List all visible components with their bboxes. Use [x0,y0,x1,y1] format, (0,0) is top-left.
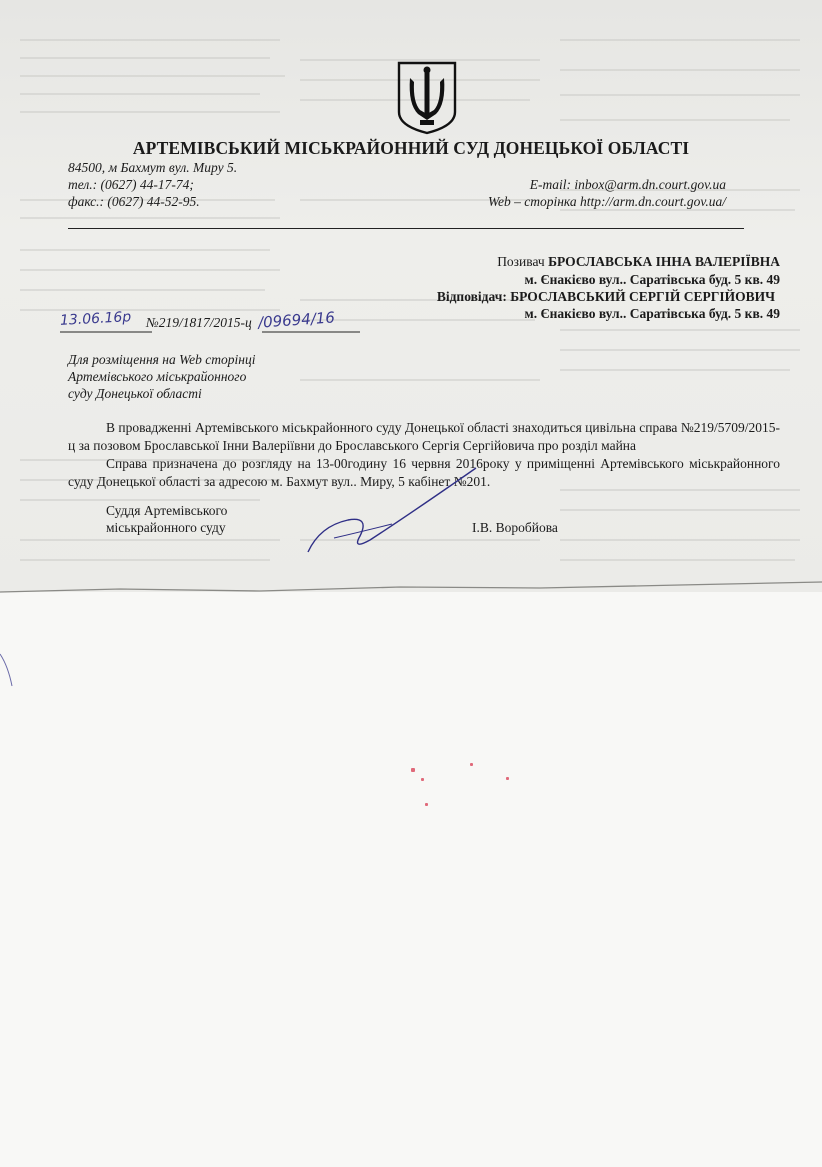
defendant-address: м. Єнакієво вул.. Саратівська буд. 5 кв. 49 [524,306,780,321]
header-divider [68,228,744,229]
court-title: АРТЕМІВСЬКИЙ МІСЬКРАЙОННИЙ СУД ДОНЕЦЬКОЇ ОБЛАСТІ [132,138,690,158]
placement-note-line2: Артемівського міськрайонного [68,369,247,384]
hearing-paragraph: Справа призначена до розгляду на 13-00годину 16 червня 2016року у приміщенні Артемівського міськрайонного суду Донецької області за адресою м. Бахмут вул.. Миру, 5 кабінет №201. [68,456,780,489]
case-number: №219/1817/2015-ц [146,315,252,330]
date-underline [60,329,160,335]
lower-blank-area [0,592,822,1167]
court-address: 84500, м Бахмут вул. Миру 5. [68,160,238,175]
case-paragraph: В провадженні Артемівського міськрайонного суду Донецької області знаходиться цивільна справа №219/5709/2015-ц за позовом Брославської Інни Валеріївни до Брославського Сергія Сергійовича про розділ майна [68,420,780,453]
defendant-line [380,289,775,305]
judge-title-line1: Суддя Артемівського [106,503,228,518]
paper-edge [0,570,822,610]
plaintiff-label: Позивач [497,254,545,269]
margin-mark [0,640,20,690]
court-fax: факс.: (0627) 44-52-95. [68,194,200,209]
court-website: Web – сторінка http://arm.dn.court.gov.ua/ [487,194,726,209]
coat-of-arms-icon [396,60,458,136]
placement-note-line1: Для розміщення на Web сторінці [68,352,256,367]
plaintiff-address: м. Єнакієво вул.. Саратівська буд. 5 кв. 49 [524,272,780,287]
plaintiff-name: БРОСЛАВСЬКА ІННА ВАЛЕРІЇВНА [548,254,780,269]
court-email: E-mail: inbox@arm.dn.court.gov.ua [529,177,726,192]
court-phone: тел.: (0627) 44-17-74; [68,177,194,192]
handwritten-signature [300,466,480,556]
defendant-label: Відповідач: [436,289,507,304]
judge-title-line2: міськрайонного суду [106,520,226,535]
handwritten-outgoing-number: /09694/16 [257,308,336,332]
defendant-name: БРОСЛАВСЬКИЙ СЕРГІЙ СЕРГІЙОВИЧ [510,289,775,304]
placement-note-line3: суду Донецької області [68,386,202,401]
outgoing-underline [262,329,362,335]
judge-name: І.В. Воробйова [472,520,558,535]
plaintiff-line [380,254,780,270]
handwritten-date: 13.06.16р [59,309,132,329]
